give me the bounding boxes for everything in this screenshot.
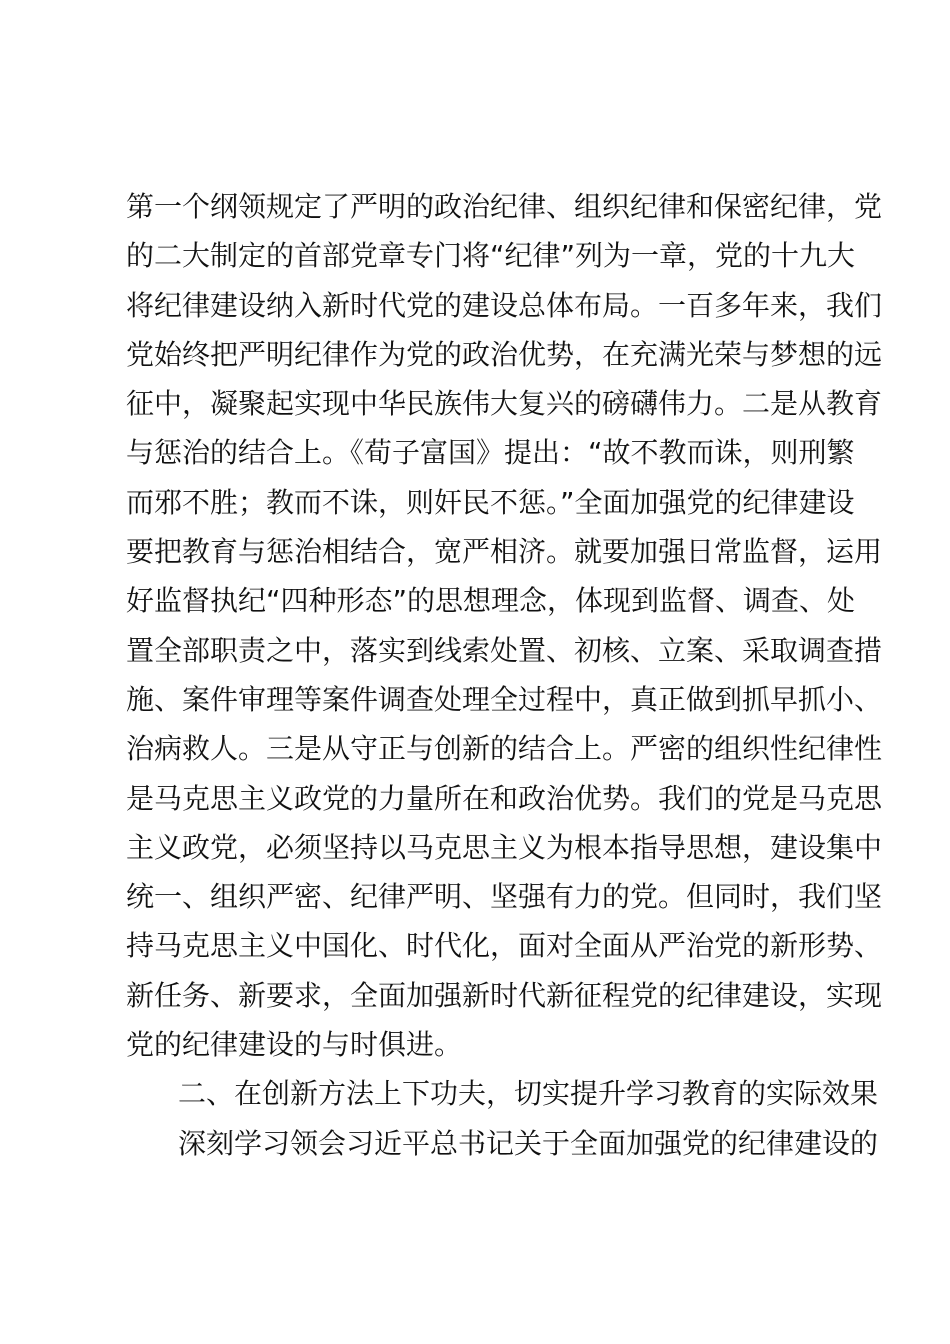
paragraph-line: 好监督执纪“四种形态”的思想理念，体现到监督、调查、处: [126, 584, 856, 618]
paragraph-line: 第一个纲领规定了严明的政治纪律、组织纪律和保密纪律，党: [126, 190, 883, 223]
paragraph-line: 的二大制定的首部党章专门将“纪律”列为一章，党的十九大: [126, 239, 856, 273]
paragraph-line: 是马克思主义政党的力量所在和政治优势。我们的党是马克思: [126, 781, 883, 815]
paragraph-start-line: 深刻学习领会习近平总书记关于全面加强党的纪律建设的: [178, 1126, 879, 1160]
paragraph-line: 征中，凝聚起实现中华民族伟大复兴的磅礴伟力。二是从教育: [126, 387, 883, 421]
paragraph-line: 而邪不胜；教而不诛，则奸民不惩。”全面加强党的纪律建设: [126, 485, 855, 519]
paragraph-line: 党的纪律建设的与时俱进。: [126, 1028, 463, 1062]
section-heading: 二、在创新方法上下功夫，切实提升学习教育的实际效果: [178, 1077, 879, 1111]
paragraph-line: 置全部职责之中，落实到线索处置、初核、立案、采取调查措: [126, 633, 883, 667]
paragraph-line: 主义政党，必须坚持以马克思主义为根本指导思想，建设集中: [126, 830, 883, 864]
paragraph-line: 治病救人。三是从守正与创新的结合上。严密的组织性纪律性: [126, 732, 883, 766]
paragraph-line: 新任务、新要求，全面加强新时代新征程党的纪律建设，实现: [126, 978, 883, 1012]
paragraph-line: 要把教育与惩治相结合，宽严相济。就要加强日常监督，运用: [126, 535, 883, 569]
paragraph-line: 统一、组织严密、纪律严明、坚强有力的党。但同时，我们坚: [126, 880, 883, 914]
paragraph-line: 党始终把严明纪律作为党的政治优势，在充满光荣与梦想的远: [126, 337, 883, 371]
paragraph-line: 与惩治的结合上。《荀子富国》提出：“故不教而诛，则刑繁: [126, 436, 855, 470]
paragraph-line: 将纪律建设纳入新时代党的建设总体布局。一百多年来，我们: [126, 288, 883, 322]
body-text: [126, 182, 883, 1168]
paragraph-line: 施、案件审理等案件调查处理全过程中，真正做到抓早抓小、: [126, 682, 883, 716]
paragraph-line: 持马克思主义中国化、时代化，面对全面从严治党的新形势、: [126, 929, 883, 963]
